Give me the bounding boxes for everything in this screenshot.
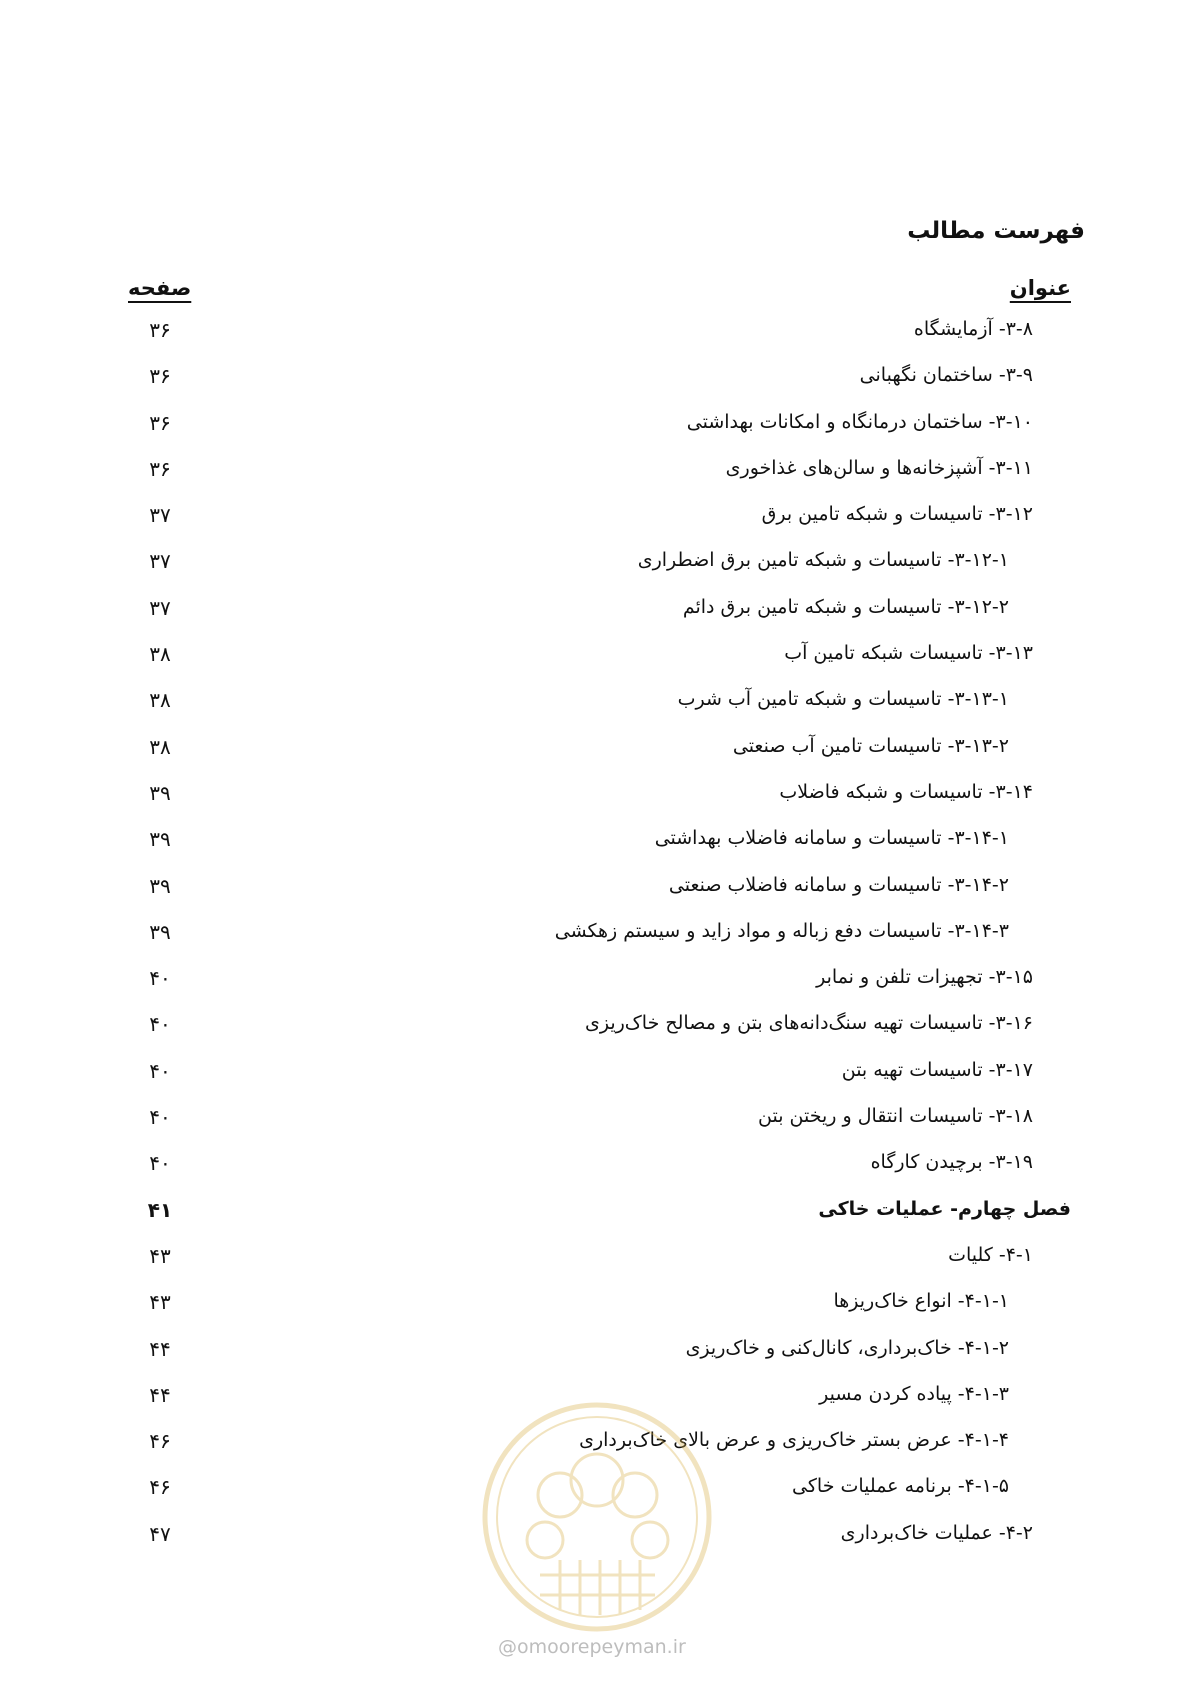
toc-entry-title: ۳-۱۲- تاسیسات و شبکه تامین برق: [761, 503, 1033, 526]
toc-entry-title: ۳-۱۱- آشپزخانه‌ها و سالن‌های غذاخوری: [725, 456, 1033, 479]
toc-entry-title: ۳-۱۴-۱- تاسیسات و سامانه فاضلاب بهداشتی: [654, 827, 1009, 850]
toc-page-number: ۳۹: [149, 919, 171, 944]
toc-row[interactable]: [0, 914, 1191, 960]
toc-page-number: ۳۹: [149, 780, 171, 805]
toc-row[interactable]: [0, 1099, 1191, 1145]
toc-row[interactable]: [0, 543, 1191, 589]
toc-page-number: ۴۳: [149, 1243, 171, 1268]
watermark-text: @omoorepeyman.ir: [498, 1636, 686, 1658]
page-title: فهرست مطالب: [907, 218, 1085, 244]
toc-row[interactable]: [0, 868, 1191, 914]
toc-row[interactable]: [0, 358, 1191, 404]
toc-entry-title: ۳-۱۸- تاسیسات انتقال و ریختن بتن: [758, 1105, 1033, 1128]
toc-page-number: ۴۳: [149, 1290, 171, 1315]
toc-page-number: ۴۰: [149, 1058, 171, 1083]
toc-row[interactable]: [0, 1053, 1191, 1099]
toc-row[interactable]: [0, 775, 1191, 821]
toc-entry-title: ۴-۱-۴- عرض بستر خاک‌ریزی و عرض بالای خاک‌برداری: [579, 1429, 1009, 1452]
toc-chapter-row[interactable]: [0, 1192, 1191, 1238]
toc-page-number: ۳۶: [149, 410, 171, 435]
toc-page-number: ۳۷: [149, 549, 171, 574]
toc-page-number: ۳۹: [149, 873, 171, 898]
toc-page-number: ۴۶: [149, 1429, 171, 1454]
toc-row[interactable]: [0, 821, 1191, 867]
toc-entry-title: ۳-۱۳- تاسیسات شبکه تامین آب: [784, 642, 1033, 665]
toc-entry-title: ۳-۸- آزمایشگاه: [913, 318, 1033, 340]
toc-entry-title: ۳-۱۲-۱- تاسیسات و شبکه تامین برق اضطراری: [637, 549, 1009, 572]
toc-page-number: ۴۶: [149, 1475, 171, 1500]
toc-page-number: ۴۴: [149, 1336, 171, 1361]
toc-page-number: ۳۷: [149, 595, 171, 620]
toc-entry-title: ۳-۱۳-۲- تاسیسات تامین آب صنعتی: [732, 734, 1009, 757]
toc-row[interactable]: [0, 729, 1191, 775]
toc-page-number: ۳۸: [149, 642, 171, 667]
toc-entry-title: ۳-۱۴- تاسیسات و شبکه فاضلاب: [779, 780, 1033, 803]
toc-list: [0, 312, 1191, 1562]
toc-page-number: ۳۸: [149, 688, 171, 713]
toc-entry-title: ۳-۱۴-۳- تاسیسات دفع زباله و مواد زاید و سیستم زهکشی: [554, 919, 1009, 942]
toc-page-number: ۴۷: [149, 1521, 171, 1546]
toc-page-number: ۴۰: [149, 966, 171, 991]
toc-row[interactable]: [0, 1331, 1191, 1377]
toc-entry-title: ۳-۱۲-۲- تاسیسات و شبکه تامین برق دائم: [682, 595, 1009, 618]
seal-logo-icon: [480, 1400, 715, 1635]
toc-entry-title: ۴-۱-۲- خاک‌برداری، کانال‌کنی و خاک‌ریزی: [685, 1336, 1009, 1359]
toc-page-number: ۴۴: [149, 1382, 171, 1407]
toc-page-number: ۴۰: [149, 1151, 171, 1176]
toc-page-number: ۳۹: [149, 827, 171, 852]
toc-entry-title: ۴-۲- عملیات خاک‌برداری: [840, 1521, 1033, 1544]
toc-row[interactable]: [0, 682, 1191, 728]
toc-row[interactable]: [0, 1284, 1191, 1330]
toc-row[interactable]: [0, 312, 1191, 358]
toc-entry-title: ۳-۱۵- تجهیزات تلفن و نمابر: [816, 966, 1033, 989]
toc-entry-title: ۴-۱-۵- برنامه عملیات خاکی: [792, 1475, 1009, 1498]
toc-page-number: ۳۷: [149, 503, 171, 528]
toc-entry-title: ۳-۱۰- ساختمان درمانگاه و امکانات بهداشتی: [686, 410, 1033, 433]
toc-page-number: ۴۱: [147, 1197, 173, 1222]
toc-page-number: ۴۰: [149, 1105, 171, 1130]
toc-row[interactable]: [0, 1006, 1191, 1052]
toc-entry-title: ۳-۱۶- تاسیسات تهیه سنگ‌دانه‌های بتن و مصالح خاک‌ریزی: [584, 1012, 1033, 1035]
toc-entry-title: ۳-۱۹- برچیدن کارگاه: [870, 1151, 1033, 1174]
toc-page-number: ۳۶: [149, 456, 171, 481]
toc-row[interactable]: [0, 497, 1191, 543]
toc-entry-title: فصل چهارم- عملیات خاکی: [818, 1197, 1071, 1220]
toc-row[interactable]: [0, 1238, 1191, 1284]
toc-page-number: ۳۸: [149, 734, 171, 759]
toc-row[interactable]: [0, 405, 1191, 451]
toc-row[interactable]: [0, 636, 1191, 682]
toc-page-number: ۴۰: [149, 1012, 171, 1037]
toc-entry-title: ۴-۱-۱- انواع خاک‌ریزها: [833, 1290, 1009, 1313]
toc-row[interactable]: [0, 960, 1191, 1006]
toc-page-number: ۳۶: [149, 364, 171, 389]
toc-entry-title: ۴-۱-۳- پیاده کردن مسیر: [819, 1382, 1009, 1405]
toc-row[interactable]: [0, 451, 1191, 497]
toc-entry-title: ۳-۱۴-۲- تاسیسات و سامانه فاضلاب صنعتی: [668, 873, 1009, 896]
toc-entry-title: ۳-۹- ساختمان نگهبانی: [859, 364, 1033, 387]
toc-page-number: ۳۶: [149, 318, 171, 342]
toc-entry-title: ۳-۱۳-۱- تاسیسات و شبکه تامین آب شرب: [677, 688, 1009, 711]
toc-row[interactable]: [0, 590, 1191, 636]
page-column-header: صفحه: [128, 276, 192, 300]
toc-row[interactable]: [0, 1145, 1191, 1191]
toc-entry-title: ۳-۱۷- تاسیسات تهیه بتن: [841, 1058, 1033, 1081]
toc-entry-title: ۴-۱- کلیات: [948, 1243, 1033, 1266]
topic-column-header: عنوان: [1009, 276, 1071, 300]
